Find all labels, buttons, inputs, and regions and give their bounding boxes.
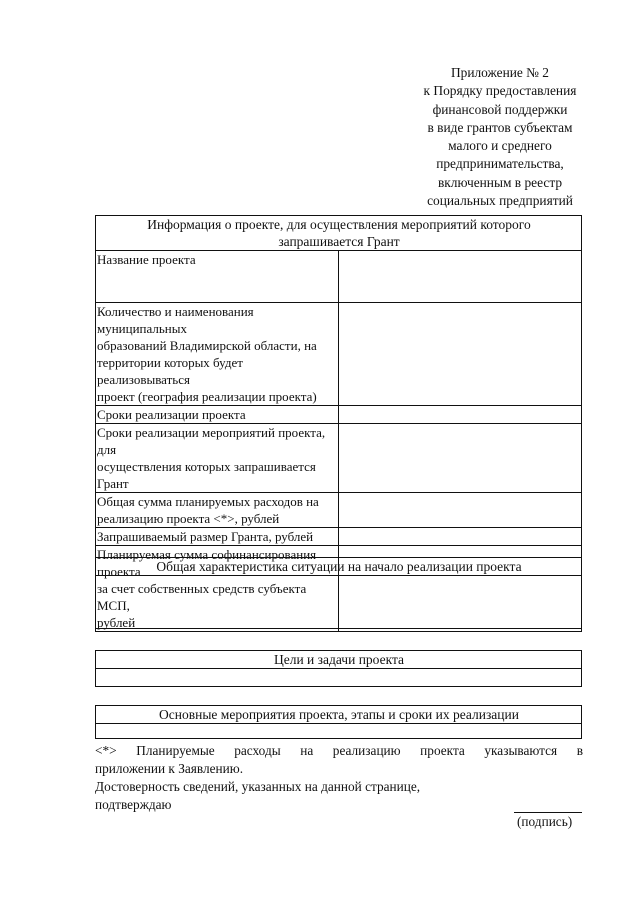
label-line: территории которых будет реализовываться — [97, 355, 243, 387]
confirmation-line: Достоверность сведений, указанных на данной странице, — [95, 779, 421, 794]
label-line: проект (география реализации проекта) — [97, 389, 317, 404]
table-row — [96, 424, 582, 493]
goals-body-cell[interactable] — [96, 669, 582, 687]
table-row — [96, 493, 582, 528]
value-cell[interactable] — [339, 493, 582, 528]
header-line: запрашивается Грант — [278, 234, 400, 249]
confirmation-text — [95, 778, 420, 814]
label-line: Запрашиваемый размер Гранта, рублей — [97, 529, 314, 544]
signature-label: (подпись) — [517, 814, 573, 829]
appendix-line: малого и среднего — [448, 138, 552, 154]
appendix-line: предпринимательства, — [436, 156, 564, 172]
situation-table — [95, 557, 582, 629]
value-cell[interactable] — [339, 303, 582, 406]
label-line: Сроки реализации мероприятий проекта, для — [97, 425, 326, 457]
value-cell[interactable] — [339, 528, 582, 546]
footnote — [95, 742, 583, 778]
appendix-line: социальных предприятий — [427, 193, 573, 209]
table-header-row — [96, 651, 582, 669]
activities-table — [95, 705, 582, 739]
table-header-row — [96, 216, 582, 251]
header-line: Информация о проекте, для осуществления мероприятий которого — [147, 217, 531, 232]
situation-body-cell[interactable] — [96, 576, 582, 629]
row-label — [96, 303, 339, 406]
label-line: рублей — [97, 615, 136, 630]
appendix-line: в виде грантов субъектам — [427, 119, 573, 135]
appendix-line: к Порядку предоставления — [423, 83, 577, 99]
appendix-line: финансовой поддержки — [432, 101, 568, 117]
value-cell[interactable] — [339, 424, 582, 493]
table-header-row — [96, 706, 582, 724]
table-row — [96, 528, 582, 546]
goals-table — [95, 650, 582, 687]
label-line: Количество и наименования муниципальных — [97, 304, 254, 336]
appendix-line: включенным в реестр — [437, 174, 563, 190]
row-label — [96, 406, 339, 424]
appendix-line: Приложение № 2 — [450, 65, 550, 80]
row-label — [96, 251, 339, 303]
row-label — [96, 424, 339, 493]
confirmation-line: подтверждаю — [95, 797, 172, 812]
label-line: Общая сумма планируемых расходов на — [97, 494, 319, 509]
table-row — [96, 724, 582, 739]
value-cell[interactable] — [339, 406, 582, 424]
table-row — [96, 303, 582, 406]
table-header-row — [96, 558, 582, 576]
value-cell[interactable] — [339, 251, 582, 303]
label-line: Название проекта — [97, 252, 196, 267]
table-row — [96, 251, 582, 303]
activities-header: Основные мероприятия проекта, этапы и сроки их реализации — [96, 706, 582, 724]
row-label — [96, 528, 339, 546]
footnote-line: приложении к Заявлению. — [95, 761, 244, 776]
label-line: образований Владимирской области, на — [97, 338, 317, 353]
footnote-line: <*> Планируемые расходы на реализацию проекта указываются в — [95, 743, 583, 758]
table-row — [96, 669, 582, 687]
label-line: Планируемая сумма софинансирования проекта — [97, 547, 317, 579]
goals-header: Цели и задачи проекта — [96, 651, 582, 669]
label-line: Сроки реализации проекта — [97, 407, 246, 422]
table-row — [96, 576, 582, 629]
project-info-header — [96, 216, 582, 251]
label-line: за счет собственных средств субъекта МСП, — [97, 581, 307, 613]
activities-body-cell[interactable] — [96, 724, 582, 739]
label-line: осуществления которых запрашивается Грант — [97, 459, 316, 491]
table-row — [96, 406, 582, 424]
situation-header: Общая характеристика ситуации на начало реализации проекта — [96, 558, 582, 576]
row-label — [96, 493, 339, 528]
label-line: реализацию проекта <*>, рублей — [97, 511, 280, 526]
appendix-header — [400, 64, 600, 210]
